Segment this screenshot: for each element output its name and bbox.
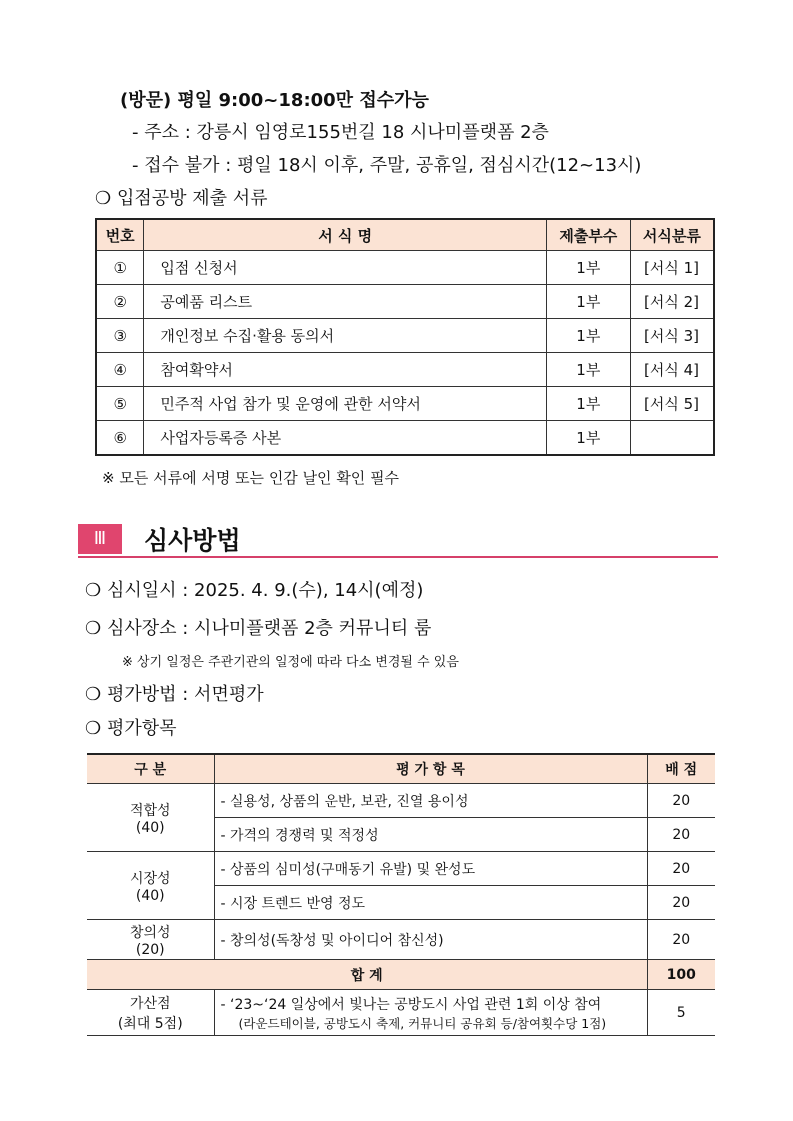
row-count: 1부 xyxy=(546,421,630,456)
bonus-score: 5 xyxy=(647,990,715,1036)
docs-table xyxy=(95,218,715,456)
review-place-text: 심사장소 : 시나미플랫폼 2층 커뮤니티 룸 xyxy=(107,618,432,639)
total-score: 100 xyxy=(647,960,715,990)
category-name: 창의성 xyxy=(129,924,171,941)
table-row xyxy=(96,319,714,353)
row-count: 1부 xyxy=(546,319,630,353)
col-item: 평 가 항 목 xyxy=(214,754,647,784)
row-number: ④ xyxy=(96,353,144,387)
score-cell: 20 xyxy=(647,818,715,852)
bullet-circle-icon: ❍ xyxy=(85,684,102,705)
bonus-item-cell xyxy=(214,990,647,1036)
row-name: 사업자등록증 사본 xyxy=(144,421,547,456)
table-row xyxy=(87,784,715,818)
category-cell xyxy=(87,784,214,852)
row-count: 1부 xyxy=(546,387,630,421)
row-form xyxy=(630,421,714,456)
item-cell: - 상품의 심미성(구매동기 유발) 및 완성도 xyxy=(214,852,647,886)
table-row xyxy=(96,353,714,387)
total-label: 합 계 xyxy=(87,960,647,990)
bonus-weight: (최대 5점) xyxy=(117,1015,183,1032)
bonus-category: 가산점 xyxy=(129,995,171,1012)
score-cell: 20 xyxy=(647,886,715,920)
table-row xyxy=(96,251,714,285)
row-name: 참여확약서 xyxy=(144,353,547,387)
col-category: 구 분 xyxy=(87,754,214,784)
row-number: ① xyxy=(96,251,144,285)
table-row xyxy=(87,852,715,886)
category-weight: (40) xyxy=(135,819,165,836)
row-number: ⑥ xyxy=(96,421,144,456)
category-weight: (40) xyxy=(135,887,165,904)
score-cell: 20 xyxy=(647,784,715,818)
row-name: 입점 신청서 xyxy=(144,251,547,285)
section-title: 심사방법 xyxy=(144,526,241,555)
row-count: 1부 xyxy=(546,353,630,387)
col-form-name: 서 식 명 xyxy=(144,219,547,251)
category-name: 적합성 xyxy=(129,802,171,819)
bonus-subtext: (라운드테이블, 공방도시 축제, 커뮤니티 공유회 등/참여횟수당 1점) xyxy=(238,1015,607,1031)
review-method xyxy=(85,680,264,706)
eval-items-heading xyxy=(85,714,177,740)
visit-address: - 주소 : 강릉시 임영로155번길 18 시나미플랫폼 2층 xyxy=(132,122,549,143)
section-number-badge: Ⅲ xyxy=(78,524,122,554)
table-row xyxy=(87,920,715,960)
row-number: ② xyxy=(96,285,144,319)
table-row xyxy=(96,387,714,421)
category-weight: (20) xyxy=(135,941,165,958)
bonus-row xyxy=(87,990,715,1036)
category-cell xyxy=(87,852,214,920)
row-count: 1부 xyxy=(546,251,630,285)
bonus-text: - ‘23~‘24 일상에서 빛나는 공방도시 사업 관련 1회 이상 참여 xyxy=(220,996,602,1013)
item-cell: - 시장 트렌드 반영 정도 xyxy=(214,886,647,920)
table-row xyxy=(96,285,714,319)
review-place-note: ※ 상기 일정은 주관기관의 일정에 따라 다소 변경될 수 있음 xyxy=(122,655,459,670)
total-row xyxy=(87,960,715,990)
review-method-text: 평가방법 : 서면평가 xyxy=(107,684,264,705)
row-form: [서식 5] xyxy=(630,387,714,421)
score-cell: 20 xyxy=(647,920,715,960)
eval-table-header xyxy=(87,754,715,784)
col-score: 배 점 xyxy=(647,754,715,784)
docs-heading xyxy=(95,184,268,210)
item-cell: - 창의성(독창성 및 아이디어 참신성) xyxy=(214,920,647,960)
row-name: 공예품 리스트 xyxy=(144,285,547,319)
docs-heading-text: 입점공방 제출 서류 xyxy=(117,188,268,209)
row-form: [서식 1] xyxy=(630,251,714,285)
col-form-type: 서식분류 xyxy=(630,219,714,251)
visit-hours-title: (방문) 평일 9:00~18:00만 접수가능 xyxy=(120,90,429,111)
bonus-category-cell xyxy=(87,990,214,1036)
score-cell: 20 xyxy=(647,852,715,886)
review-place xyxy=(85,614,431,640)
col-number: 번호 xyxy=(96,219,144,251)
docs-table-header xyxy=(96,219,714,251)
bullet-circle-icon: ❍ xyxy=(95,188,112,209)
row-form: [서식 4] xyxy=(630,353,714,387)
item-cell: - 실용성, 상품의 운반, 보관, 진열 용이성 xyxy=(214,784,647,818)
row-number: ③ xyxy=(96,319,144,353)
row-number: ⑤ xyxy=(96,387,144,421)
category-name: 시장성 xyxy=(129,870,171,887)
col-count: 제출부수 xyxy=(546,219,630,251)
bullet-circle-icon: ❍ xyxy=(85,718,102,739)
item-cell: - 가격의 경쟁력 및 적정성 xyxy=(214,818,647,852)
row-name: 민주적 사업 참가 및 운영에 관한 서약서 xyxy=(144,387,547,421)
row-form: [서식 3] xyxy=(630,319,714,353)
table-row xyxy=(96,421,714,456)
row-name: 개인정보 수집·활용 동의서 xyxy=(144,319,547,353)
bullet-circle-icon: ❍ xyxy=(85,580,102,601)
review-date xyxy=(85,576,423,602)
eval-table xyxy=(87,753,715,1036)
bullet-circle-icon: ❍ xyxy=(85,618,102,639)
category-cell xyxy=(87,920,214,960)
review-date-text: 심시일시 : 2025. 4. 9.(수), 14시(예정) xyxy=(107,580,424,601)
row-count: 1부 xyxy=(546,285,630,319)
visit-unavailable: - 접수 불가 : 평일 18시 이후, 주말, 공휴일, 점심시간(12~13시) xyxy=(132,155,642,176)
docs-note: ※ 모든 서류에 서명 또는 인감 날인 확인 필수 xyxy=(102,469,400,487)
section-header xyxy=(78,522,718,558)
eval-items-heading-text: 평가항목 xyxy=(107,718,177,739)
row-form: [서식 2] xyxy=(630,285,714,319)
